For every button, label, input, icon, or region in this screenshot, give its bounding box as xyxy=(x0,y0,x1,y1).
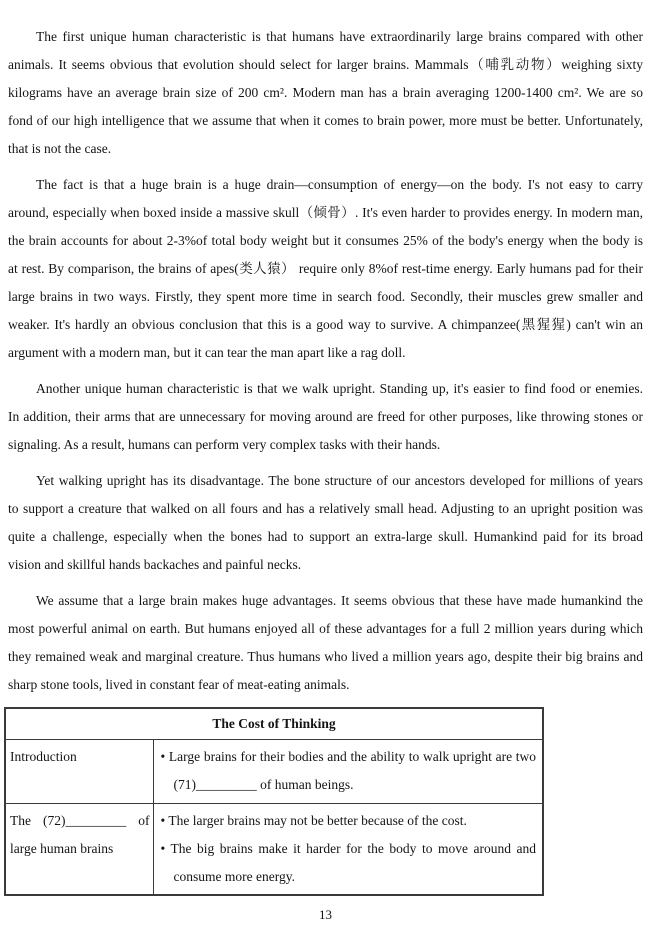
text-line: (71)_________ of human beings. xyxy=(173,777,354,792)
table-title: The Cost of Thinking xyxy=(5,708,543,740)
paragraph xyxy=(8,23,643,163)
text-line: vision and skillful hands backaches and painful necks. xyxy=(8,557,302,572)
text-line: • The big brains make it harder for the body to move around and xyxy=(160,841,537,856)
text-line: large human brains xyxy=(10,841,114,856)
text-line: Yet walking upright has its disadvantage. The bone structure of our ancestors developed for millions of years xyxy=(36,473,643,488)
paragraph xyxy=(8,171,643,367)
paragraph xyxy=(8,467,643,579)
table-row xyxy=(5,804,543,896)
row2-right-content xyxy=(161,807,537,891)
text-line: In addition, their arms that are unnecessary for moving around are freed for other purposes, like throwing stones or xyxy=(8,409,643,424)
text-line: • The larger brains may not be better because of the cost. xyxy=(160,813,467,828)
text-line: weaker. It's hardly an obvious conclusion that this is a good way to survive. A chimpanzee(黑猩猩) can't win an xyxy=(8,317,643,332)
text-line: quite a challenge, especially when the bones had to support an extra-large skull. Humankind paid for its broad xyxy=(8,529,643,544)
table-row1-right-cell xyxy=(153,740,543,804)
text-line: fond of our high intelligence that we assume that when it comes to brain power, more must be better. Unfortunately, xyxy=(8,113,643,128)
article-body xyxy=(8,23,643,699)
row1-right-content xyxy=(161,743,537,799)
text-line: argument with a modern man, but it can tear the man apart like a rag doll. xyxy=(8,345,406,360)
text-line: at rest. By comparison, the brains of apes(类人猿） require only 8%of rest-time energy. Early humans pad for their xyxy=(8,261,643,276)
table-row2-left-cell xyxy=(5,804,153,896)
text-line: The fact is that a huge brain is a huge drain—consumption of energy—on the body. I's not easy to carry xyxy=(36,177,643,192)
page-number: 13 xyxy=(319,907,332,922)
text-line: sharp stone tools, lived in constant fear of meat-eating animals. xyxy=(8,677,350,692)
text-line: • Large brains for their bodies and the ability to walk upright are two xyxy=(160,749,537,764)
text-line: consume more energy. xyxy=(173,869,295,884)
text-line: Another unique human characteristic is that we walk upright. Standing up, it's easier to find food or enemies. xyxy=(36,381,643,396)
table-title-row xyxy=(5,708,543,740)
text-line: the brain accounts for about 2-3%of total body weight but it consumes 25% of the body's energy when the body is xyxy=(8,233,643,248)
text-line: that is not the case. xyxy=(8,141,112,156)
text-line: around, especially when boxed inside a massive skull（倾骨）. It's even harder to provides energy. In modern man, xyxy=(8,205,643,220)
table-row1-left-cell xyxy=(5,740,153,804)
paragraph xyxy=(8,587,643,699)
text-line: We assume that a large brain makes huge advantages. It seems obvious that these have made humankind the xyxy=(36,593,643,608)
table-row2-right-cell xyxy=(153,804,543,896)
row2-left-content xyxy=(10,807,150,863)
text-line: The first unique human characteristic is that humans have extraordinarily large brains compared with other xyxy=(36,29,643,44)
text-line: animals. It seems obvious that evolution should select for larger brains. Mammals（哺乳动物）weighing sixty xyxy=(8,57,643,72)
summary-table-body xyxy=(5,708,543,895)
text-line: kilograms have an average brain size of 200 cm². Modern man has a brain averaging 1200-1400 cm². We are so xyxy=(8,85,643,100)
paragraph xyxy=(8,375,643,459)
summary-table xyxy=(4,707,544,896)
text-line: large brains in two ways. Firstly, they spent more time in search food. Secondly, their muscles grew smaller and xyxy=(8,289,643,304)
text-line: The (72)_________ of xyxy=(10,813,150,828)
text-line: signaling. As a result, humans can perform very complex tasks with their hands. xyxy=(8,437,441,452)
text-line: they remained weak and marginal creature. Thus humans who lived a million years ago, despite their big brains and xyxy=(8,649,643,664)
text-line: to support a creature that walked on all fours and has a relatively small head. Adjusting to an upright position was xyxy=(8,501,643,516)
row1-left-content xyxy=(10,743,150,771)
text-line: most powerful animal on earth. But humans enjoyed all of these advantages for a full 2 million years during which xyxy=(8,621,643,636)
text-line: Introduction xyxy=(10,749,77,764)
table-row xyxy=(5,740,543,804)
